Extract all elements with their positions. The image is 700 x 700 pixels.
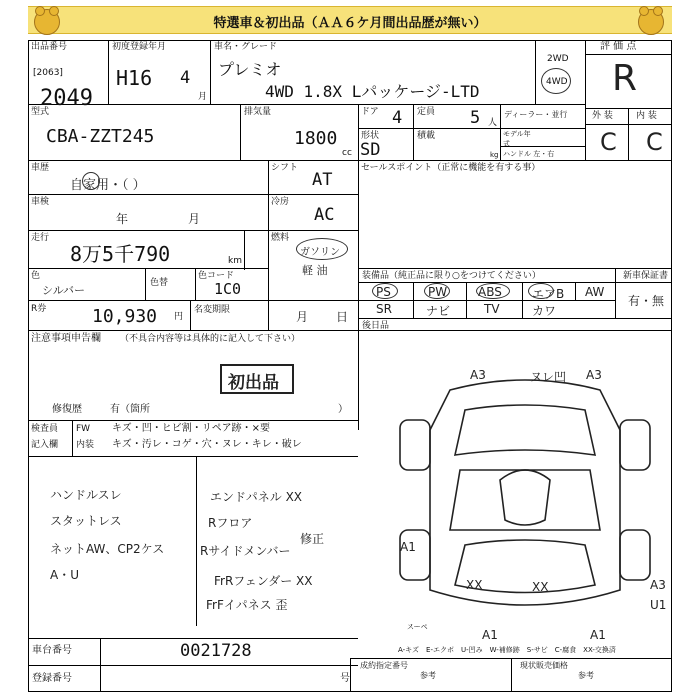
color-code-label: 色コード xyxy=(198,271,235,281)
sales-label: セールスポイント（正常に機能を有する事） xyxy=(361,163,541,173)
shift-value: AT xyxy=(312,170,333,190)
equip-airbag: エアB xyxy=(532,287,565,301)
notes-sub: （不具合内容等は具体的に記入して下さい） xyxy=(120,334,301,344)
seats-value: 5 xyxy=(470,108,481,128)
load-unit: kg xyxy=(490,151,499,159)
mileage-label: 走行 xyxy=(31,233,50,243)
price-label: 現状販売価格 xyxy=(520,661,568,670)
inspection-month: 月 xyxy=(188,212,201,226)
lot-number: 2049 xyxy=(40,86,93,111)
hand-note-8: 修正 xyxy=(300,532,325,546)
recycle-value: 10,930 xyxy=(92,306,158,327)
inspection-label: 車検 xyxy=(31,197,50,207)
reg-type-label: 車歴 xyxy=(31,163,50,173)
int-label: 内 装 xyxy=(636,111,657,121)
type-value: CBA-ZZT245 xyxy=(46,126,155,147)
price-ref-label: 参考 xyxy=(578,671,594,680)
repair-close: ） xyxy=(338,404,348,415)
mark-a3-top-right: A3 xyxy=(586,368,602,382)
notes-label: 注意事項申告欄 xyxy=(31,333,101,344)
equip-ps: PS xyxy=(376,285,391,299)
shift-label: シフト xyxy=(271,163,299,173)
color-change-label: 色替 xyxy=(150,278,169,288)
first-reg-era: H16 xyxy=(116,66,153,90)
inspector-label: 検査員 xyxy=(31,424,59,434)
reg-type-value: 自家用・（ ） xyxy=(70,178,146,193)
cc-value: 1800 xyxy=(294,128,338,149)
hand-note-7: Rサイドメンバー xyxy=(200,544,291,558)
int-grade: C xyxy=(646,128,663,156)
doors-value: 4 xyxy=(392,108,403,128)
diagram-foot: スーペ xyxy=(407,623,428,631)
ac-value: AC xyxy=(314,205,335,225)
cc-unit: cc xyxy=(342,148,352,158)
hand-note-9: FrRフェンダー XX xyxy=(214,574,313,588)
inspection-year: 年 xyxy=(116,212,129,226)
lot-label: 出品番号 xyxy=(31,42,68,52)
equip-pw: PW xyxy=(428,285,448,299)
mileage-value: 8万5千790 xyxy=(70,242,171,266)
mark-xx-2: XX xyxy=(532,580,549,594)
ext-codes: キズ・凹・ヒビ割・リペア跡・×要 xyxy=(112,423,270,434)
mark-a3-top-left: A3 xyxy=(470,368,486,382)
drive-4wd: 4WD xyxy=(546,77,568,87)
interior-label: 内装 xyxy=(76,440,95,450)
color-code: 1C0 xyxy=(214,280,242,298)
handle-label: ハンドル 左・右 xyxy=(503,150,555,158)
contract-number-label: 成約指定番号 xyxy=(360,661,408,670)
chassis-label: 車台番号 xyxy=(32,645,72,656)
hand-note-1: ハンドルスレ xyxy=(50,488,122,502)
mileage-unit: km xyxy=(228,256,242,266)
load-label: 積載 xyxy=(417,131,436,141)
fw-label: FW xyxy=(76,424,91,434)
model-grade: 4WD 1.8X Lパッケージ-LTD xyxy=(265,82,480,101)
first-reg-month: 4 xyxy=(180,68,191,88)
equip-leather: カワ xyxy=(532,304,557,318)
contract-ref-label: 参考 xyxy=(420,671,436,680)
first-reg-unit: 月 xyxy=(198,92,208,102)
transfer-month: 月 xyxy=(296,310,309,324)
mark-a1-left: A1 xyxy=(400,540,416,554)
recycle-unit: 円 xyxy=(174,312,184,322)
equip-aw: AW xyxy=(585,285,605,299)
equip-abs: ABS xyxy=(478,285,502,299)
transfer-day: 日 xyxy=(336,310,349,324)
regno-unit: 号 xyxy=(340,673,350,684)
hand-note-2: スタットレス xyxy=(50,514,122,528)
transfer-label: 名変期限 xyxy=(194,305,231,315)
mark-top-center: ヌレ凹 xyxy=(530,370,567,384)
body-label: 形状 xyxy=(361,131,380,141)
rating-label: 評 価 点 xyxy=(600,41,637,52)
diagram-legend: A-キズ E-エクボ U-凹み W-補修跡 S-サビ C-腐食 XX-交換済 xyxy=(398,646,616,654)
fuel-gas: ガソリン xyxy=(300,247,340,258)
ac-label: 冷房 xyxy=(271,197,290,207)
regno-label: 登録番号 xyxy=(32,673,72,684)
cc-label: 排気量 xyxy=(244,107,272,117)
type-label: 型式 xyxy=(31,107,50,117)
mark-a3-right: A3 xyxy=(650,578,666,592)
repair-label: 修復歴 xyxy=(52,404,82,415)
fuel-diesel: 軽 油 xyxy=(302,264,328,277)
lot-sub: [2063] xyxy=(33,68,63,78)
recycle-label: R券 xyxy=(31,304,47,314)
chassis-number: 0021728 xyxy=(180,641,252,661)
int-codes: キズ・汚レ・コゲ・穴・ヌレ・キレ・破レ xyxy=(112,439,302,450)
first-reg-label: 初度登録年月 xyxy=(112,42,167,52)
inspector-label2: 記入欄 xyxy=(31,440,59,450)
body-value: SD xyxy=(360,140,381,160)
ext-label: 外 装 xyxy=(592,111,613,121)
dealer-label: ディーラー・並行 xyxy=(504,110,568,119)
color-value: シルバー xyxy=(42,284,85,297)
doors-label: ドア xyxy=(361,107,379,117)
equip-navi: ナビ xyxy=(426,304,451,318)
repair-value: 有（箇所 xyxy=(110,404,150,415)
fuel-label: 燃料 xyxy=(271,233,290,243)
hand-note-10: FrFイパネス 歪 xyxy=(206,598,288,612)
color-label: 色 xyxy=(31,271,41,281)
new-car-warranty-label: 新車保証書 xyxy=(623,271,669,281)
mark-xx-1: XX xyxy=(466,578,483,592)
hand-note-3: ネットAW、CP2ケス xyxy=(50,542,165,556)
hand-note-5: エンドパネル XX xyxy=(210,490,303,504)
header-title: 特選車＆初出品（ＡＡ６ケ月間出品歴が無い） xyxy=(213,16,487,31)
model-label: 車名・グレード xyxy=(214,42,278,52)
stamp-text: 初出品 xyxy=(228,373,279,393)
mark-u1-right: U1 xyxy=(650,598,667,612)
mark-a1-bottom-right: A1 xyxy=(590,628,606,642)
afterloss-label: 後日品 xyxy=(362,321,390,331)
new-car-warranty-value: 有・無 xyxy=(628,294,665,308)
equip-label: 装備品（純正品に限り○をつけてください） xyxy=(362,271,541,281)
model-name: プレミオ xyxy=(218,60,282,79)
drive-2wd: 2WD xyxy=(547,54,569,64)
ext-grade: C xyxy=(600,128,617,156)
equip-sr: SR xyxy=(376,302,392,316)
hand-note-6: Rフロア xyxy=(208,516,253,530)
car-damage-diagram xyxy=(380,360,670,640)
seats-unit: 人 xyxy=(488,118,498,128)
hand-note-4: A・U xyxy=(50,568,79,582)
seats-label: 定員 xyxy=(417,107,436,117)
rating-score: R xyxy=(612,58,638,99)
mark-a1-bottom: A1 xyxy=(482,628,498,642)
equip-tv: TV xyxy=(484,302,500,316)
model-year-label: モデル年式 xyxy=(503,130,531,148)
